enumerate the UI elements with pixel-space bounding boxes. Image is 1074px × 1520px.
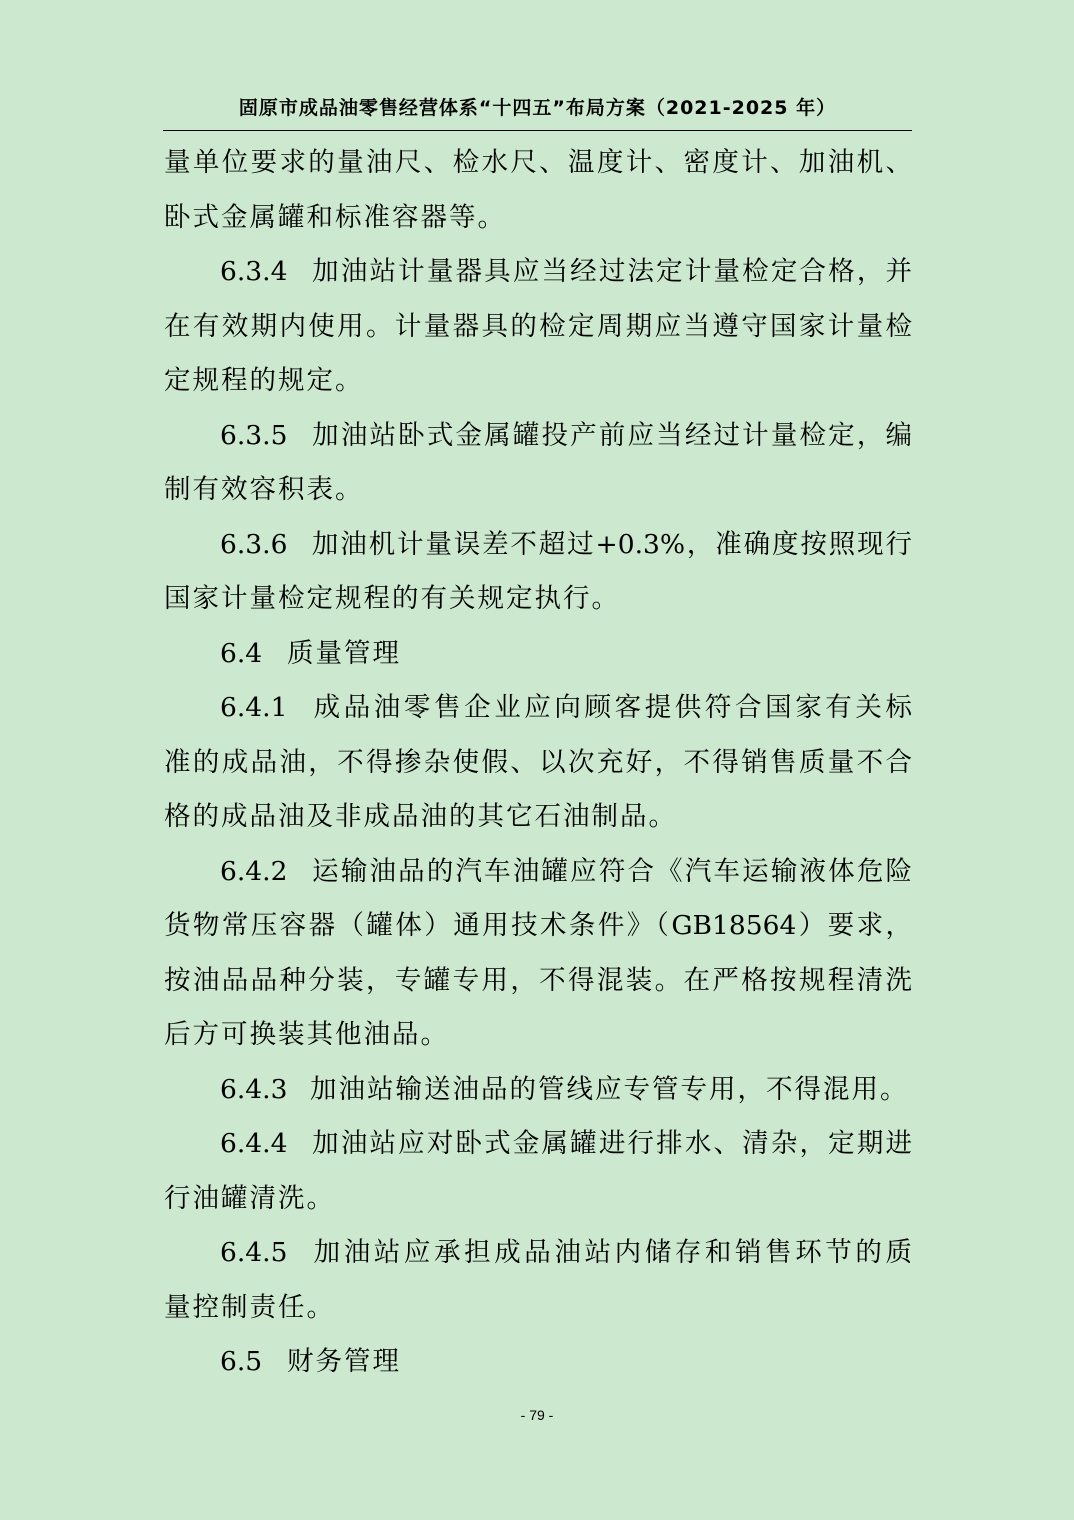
section-heading-6-4 [164,627,912,682]
section-number: 6.3.6 [220,528,288,560]
text-line: 加油站输送油品的管线应专管专用，不得混用。 [310,1073,909,1105]
paragraph-6-4-2 [164,845,912,900]
section-number: 6.3.5 [220,419,288,451]
text-line: 格的成品油及非成品油的其它石油制品。 [164,801,677,832]
text-line: 加油机计量误差不超过+0.3%，准确度按照现行 [310,528,912,560]
text-line: 制有效容积表。 [164,474,364,505]
text-line: 加油站卧式金属罐投产前应当经过计量检定，编 [310,419,912,451]
section-number: 6.4.4 [220,1128,288,1159]
paragraph-6-4-4 [164,1117,912,1172]
text-line: 加油站计量器具应当经过法定计量检定合格，并 [310,256,912,287]
section-number: 6.4.5 [220,1237,288,1268]
text-line: 量控制责任。 [164,1291,335,1323]
paragraph-6-4-5 [164,1226,912,1281]
text-line: 按油品品种分装，专罐专用，不得混装。在严格按规程清洗 [164,964,912,996]
section-number: 6.5 [220,1346,263,1377]
section-number: 6.3.4 [220,256,288,287]
text-line: 国家计量检定规程的有关规定执行。 [164,583,620,614]
text-line: 行油罐清洗。 [164,1182,335,1214]
paragraph-6-3-6 [164,518,912,573]
text-line: 成品油零售企业应向顾客提供符合国家有关标 [310,692,912,723]
text-line: 货物常压容器（罐体）通用技术条件》（GB18564）要求， [164,910,912,941]
text-line: 在有效期内使用。计量器具的检定周期应当遵守国家计量检 [164,310,912,342]
text-line: 定规程的规定。 [164,365,364,396]
text-line: 卧式金属罐和标准容器等。 [164,201,506,233]
body-text [164,136,912,1390]
section-number: 6.4 [220,637,263,669]
text-line: 量单位要求的量油尺、检水尺、温度计、密度计、加油机、 [164,147,912,178]
paragraph-6-3-5 [164,409,912,464]
section-number: 6.4.1 [220,692,288,723]
section-title: 财务管理 [287,1346,401,1377]
paragraph-6-3-4 [164,245,912,300]
paragraph-6-4-3 [164,1063,912,1118]
section-number: 6.4.2 [220,855,288,887]
text-line: 加油站应对卧式金属罐进行排水、清杂，定期进 [310,1128,912,1159]
section-number: 6.4.3 [220,1073,288,1105]
text-line: 后方可换装其他油品。 [164,1019,449,1050]
section-heading-6-5 [164,1335,912,1390]
text-line: 准的成品油，不得掺杂使假、以次充好，不得销售质量不合 [164,746,912,778]
text-line: 运输油品的汽车油罐应符合《汽车运输液体危险 [310,855,912,887]
section-title: 质量管理 [287,637,401,669]
page-header: 固原市成品油零售经营体系“十四五”布局方案（2021-2025 年） [163,90,912,131]
page-number: - 79 - [520,1407,554,1423]
text-line: 加油站应承担成品油站内储存和销售环节的质 [310,1237,912,1268]
paragraph-6-4-1 [164,681,912,736]
